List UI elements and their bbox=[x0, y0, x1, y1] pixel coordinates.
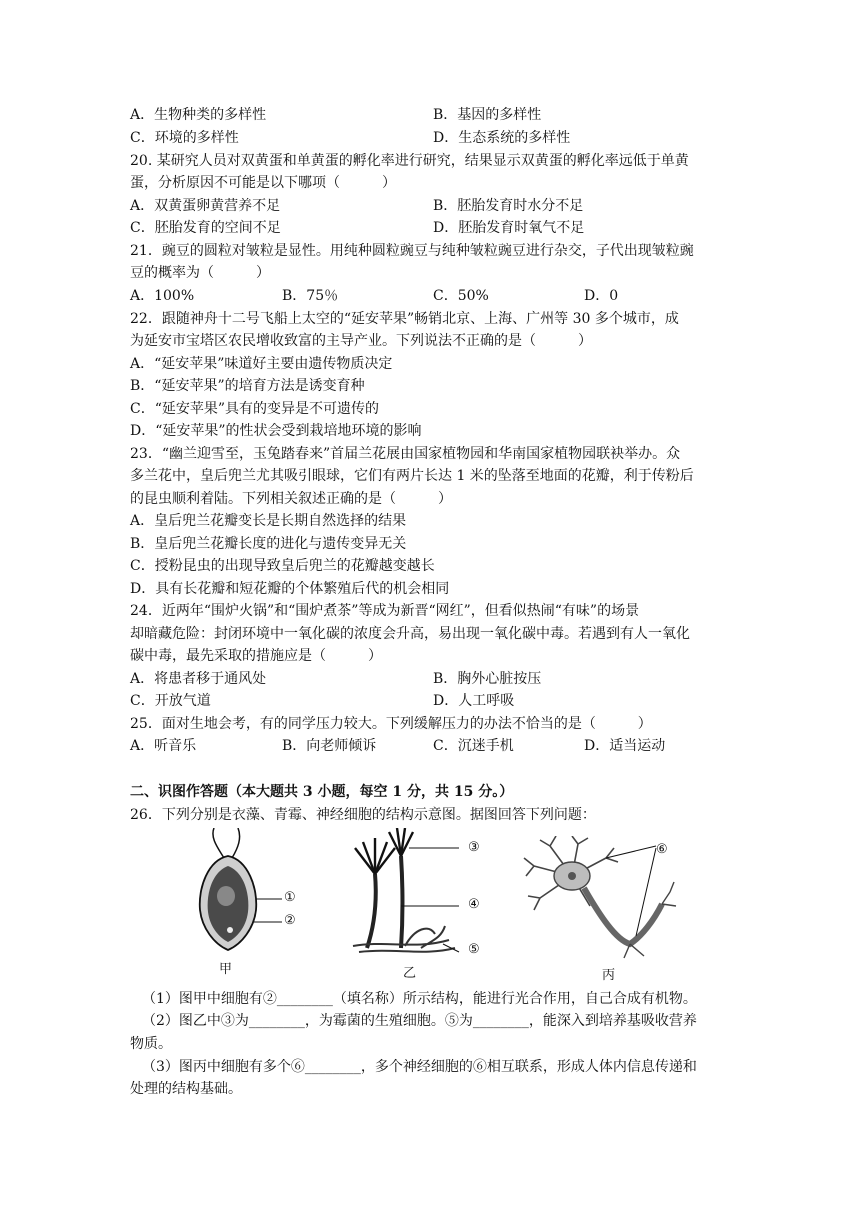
q23-option-a: A．皇后兜兰花瓣变长是长期自然选择的结果 bbox=[130, 513, 407, 529]
q21-option-c: C．50% bbox=[433, 288, 489, 304]
q25-option-c: C．沉迷手机 bbox=[433, 738, 514, 754]
q21-stem-line-1: 21．豌豆的圆粒对皱粒是显性。用纯种圆粒豌豆与纯种皱粒豌豆进行杂交，子代出现皱粒豌 bbox=[130, 243, 694, 259]
q20-option-c: C．胚胎发育的空间不足 bbox=[130, 220, 281, 236]
q21-option-a: A．100% bbox=[130, 288, 195, 304]
q22-option-b: B．“延安苹果”的培育方法是诱变育种 bbox=[130, 378, 365, 394]
q26-stem: 26．下列分别是衣藻、青霉、神经细胞的结构示意图。据图回答下列问题： bbox=[130, 807, 596, 823]
q24-option-d: D．人工呼吸 bbox=[433, 693, 515, 709]
q25-option-a: A．听音乐 bbox=[130, 738, 197, 754]
q24-option-c: C．开放气道 bbox=[130, 693, 211, 709]
q19-options-row-1 bbox=[130, 104, 730, 126]
q23-option-b: B．皇后兜兰花瓣长度的进化与遗传变异无关 bbox=[130, 536, 407, 552]
q23-stem-line-3: 的昆虫顺利着陆。下列相关叙述正确的是（ ） bbox=[130, 491, 452, 507]
q20-option-d: D．胚胎发育时氧气不足 bbox=[433, 220, 585, 236]
q22-stem-line-2: 为延安市宝塔区农民增收致富的主导产业。下列说法不正确的是（ ） bbox=[130, 333, 592, 349]
q26-sub-2-line-2: 物质。 bbox=[130, 1036, 172, 1052]
callout-label-4: ④ bbox=[468, 897, 480, 912]
q23-stem-line-1: 23．“幽兰迎雪至，玉兔踏春来”首届兰花展由国家植物园和华南国家植物园联袂举办。众 bbox=[130, 446, 681, 462]
caption-yi: 乙 bbox=[403, 966, 417, 981]
q20-options-row-1 bbox=[130, 195, 730, 217]
q22-option-d: D．“延安苹果”的性状会受到栽培地环境的影响 bbox=[130, 423, 422, 439]
section-2-heading: 二、识图作答题（本大题共 3 小题，每空 1 分，共 15 分。） bbox=[130, 784, 514, 800]
q26-sub-1: （1）图甲中细胞有②________（填名称）所示结构，能进行光合作用，自己合成有机物。 bbox=[142, 991, 697, 1007]
q25-options-row bbox=[130, 735, 730, 757]
q25-option-d: D．适当运动 bbox=[584, 738, 666, 754]
q21-option-b: B．75％ bbox=[282, 288, 339, 304]
q24-options-row-1 bbox=[130, 668, 730, 690]
q19-options-row-2 bbox=[130, 127, 730, 149]
q24-options-row-2 bbox=[130, 690, 730, 712]
q22-option-c: C．“延安苹果”具有的变异是不可遗传的 bbox=[130, 401, 380, 417]
penicillium-figure bbox=[345, 828, 475, 960]
q20-stem-line-1: 20. 某研究人员对双黄蛋和单黄蛋的孵化率进行研究，结果显示双黄蛋的孵化率远低于单黄 bbox=[130, 153, 689, 169]
q24-option-a: A．将患者移于通风处 bbox=[130, 671, 267, 687]
callout-label-6: ⑥ bbox=[656, 842, 668, 857]
q19-option-a: A．生物种类的多样性 bbox=[130, 107, 267, 123]
q26-sub-3-line-1: （3）图丙中细胞有多个⑥________，多个神经细胞的⑥相互联系，形成人体内信息传递和 bbox=[142, 1059, 697, 1075]
callout-label-3: ③ bbox=[468, 840, 480, 855]
q20-options-row-2 bbox=[130, 217, 730, 239]
q25-stem: 25．面对生地会考，有的同学压力较大。下列缓解压力的办法不恰当的是（ ） bbox=[130, 716, 652, 732]
q24-stem-line-1: 24．近两年“围炉火锅”和“围炉煮茶”等成为新晋“网红”，但看似热闹“有味”的场景 bbox=[130, 603, 640, 619]
q24-stem-line-2: 却暗藏危险：封闭环境中一氧化碳的浓度会升高，易出现一氧化碳中毒。若遇到有人一氧化 bbox=[130, 626, 690, 642]
q22-stem-line-1: 22．跟随神舟十二号飞船上太空的“延安苹果”畅销北京、上海、广州等 30 多个城市，成 bbox=[130, 311, 679, 327]
q21-option-d: D．0 bbox=[584, 288, 619, 304]
q23-option-c: C．授粉昆虫的出现导致皇后兜兰的花瓣越变越长 bbox=[130, 558, 435, 574]
q26-sub-2-line-1: （2）图乙中③为________，为霉菌的生殖细胞。⑤为________，能深入到培养基吸收营养 bbox=[142, 1013, 697, 1029]
caption-jia: 甲 bbox=[219, 962, 233, 977]
q21-options-row bbox=[130, 285, 730, 307]
q20-stem-line-2: 蛋，分析原因不可能是以下哪项（ ） bbox=[130, 175, 396, 191]
q19-option-c: C．环境的多样性 bbox=[130, 130, 239, 146]
callout-label-5: ⑤ bbox=[468, 942, 480, 957]
q26-sub-3-line-2: 处理的结构基础。 bbox=[130, 1081, 242, 1097]
q20-option-b: B．胚胎发育时水分不足 bbox=[433, 198, 584, 214]
q24-stem-line-3: 碳中毒，最先采取的措施应是（ ） bbox=[130, 648, 382, 664]
q19-option-b: B．基因的多样性 bbox=[433, 107, 542, 123]
q19-option-d: D．生态系统的多样性 bbox=[433, 130, 571, 146]
q23-option-d: D．具有长花瓣和短花瓣的个体繁殖后代的机会相同 bbox=[130, 581, 450, 597]
callout-label-1: ① bbox=[284, 890, 296, 905]
caption-bing: 丙 bbox=[602, 968, 616, 983]
q21-stem-line-2: 豆的概率为（ ） bbox=[130, 265, 270, 281]
q25-option-b: B．向老师倾诉 bbox=[282, 738, 377, 754]
callout-label-2: ② bbox=[284, 913, 296, 928]
q24-option-b: B．胸外心脏按压 bbox=[433, 671, 542, 687]
q23-stem-line-2: 多兰花中，皇后兜兰尤其吸引眼球，它们有两片长达 1 米的坠落至地面的花瓣，利于传粉后 bbox=[130, 468, 694, 484]
q22-option-a: A．“延安苹果”味道好主要由遗传物质决定 bbox=[130, 356, 393, 372]
q20-option-a: A．双黄蛋卵黄营养不足 bbox=[130, 198, 281, 214]
